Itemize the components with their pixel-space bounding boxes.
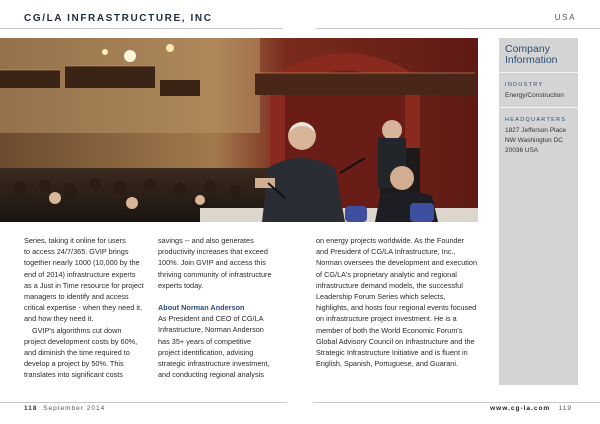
footer-divider-right [313, 402, 600, 403]
headquarters-address [505, 126, 572, 156]
text-line: translates into significant costs [24, 370, 123, 380]
text-line: strategic infrastructure investment, [158, 359, 270, 369]
text-line: productivity increases that exceed [158, 247, 268, 257]
body-column-2 [158, 235, 288, 380]
section-heading: About Norman Anderson [158, 303, 245, 313]
paragraph [158, 235, 288, 291]
address-line: 1827 Jefferson Place [505, 127, 566, 134]
text-line: Norman oversees the development and execution [316, 258, 478, 268]
footer-divider-left [0, 402, 287, 403]
text-line: thriving community of infrastructure [158, 269, 272, 279]
text-line: managers to identify and access [24, 292, 129, 302]
text-line: Infrastructure, Norman Anderson [158, 325, 264, 335]
text-line: Leadership Forum Series which selects, [316, 292, 446, 302]
text-line: has 35+ years of competitive [158, 336, 252, 346]
text-line: as a Just in Time resource for project [24, 280, 144, 290]
text-line: project identification, advising [158, 347, 254, 357]
text-line: 100%. Join GVIP and access this [158, 258, 266, 268]
body-column-3 [316, 235, 492, 369]
panel-divider [499, 72, 578, 73]
industry-value: Energy/Construction [505, 92, 564, 99]
text-line: experts today. [158, 280, 204, 290]
text-line: highlights, and hosts four regional events focused [316, 303, 477, 313]
body-column-1 [24, 235, 148, 381]
text-line: on energy projects worldwide. As the Founder [316, 236, 465, 245]
panel-title-line1: Company [505, 43, 550, 55]
panel-divider [499, 107, 578, 108]
panel-title [505, 44, 572, 66]
text-line: and conducting regional analysis [158, 370, 264, 380]
text-line: project development costs by 60%, [24, 336, 138, 346]
text-line: critical expertise - when they need it, [24, 303, 143, 313]
paragraph [316, 235, 492, 369]
text-line: on infrastructure project investment. He is a [316, 314, 457, 324]
page-number-right: 119 [558, 405, 572, 412]
text-line: develop a project by 50%. This [24, 359, 124, 369]
panel-title-line2: Information [505, 54, 558, 66]
industry-label: INDUSTRY [505, 82, 544, 88]
address-line: NW Washington DC [505, 137, 563, 144]
company-info-panel [499, 38, 578, 385]
text-line: English, Spanish, Portuguese, and Guarani. [316, 359, 458, 369]
text-line: Global Advisory Council on Infrastructure and the [316, 336, 475, 346]
text-line: together nearly 1000 (10,000 by the [24, 258, 140, 268]
header-divider-left [0, 28, 283, 29]
header-divider-right [316, 28, 600, 29]
website-url: www.cg-la.com [490, 405, 551, 412]
paragraph [24, 325, 148, 381]
footer-left [24, 405, 105, 412]
paragraph [24, 235, 148, 325]
text-line: and how they need it. [24, 314, 94, 324]
footer-right [490, 405, 572, 412]
page-number-left: 118 [24, 405, 38, 412]
issue-date: September 2014 [43, 405, 106, 412]
text-line: of CG/LA's proprietary analytic and regional [316, 269, 457, 279]
paragraph [158, 313, 288, 380]
country-label: USA [554, 13, 576, 22]
conference-photo-illustration [0, 38, 478, 222]
text-line: end of 2014) infrastructure experts [24, 269, 136, 279]
text-line: GVIP's algorithms cut down [32, 325, 122, 335]
text-line: and diminish the time required to [24, 348, 130, 358]
text-line: Strategic Infrastructure Initiative and is fluent in [316, 348, 468, 358]
headquarters-label: HEADQUARTERS [505, 117, 567, 123]
text-line: As President and CEO of CG/LA [158, 314, 264, 324]
publication-company-name: CG/LA INFRASTRUCTURE, INC [24, 13, 213, 24]
conference-photo [0, 38, 478, 222]
text-line: savings -- and also generates [158, 236, 254, 245]
text-line: Series, taking it online for users [24, 236, 126, 245]
text-line: member of both the World Economic Forum's [316, 325, 463, 335]
text-line: and President of CG/LA Infrastructure, Inc., [316, 247, 456, 257]
text-line: infrastructure demand models, the successful [316, 280, 463, 290]
text-line: to access 24/7/365. GVIP brings [24, 247, 129, 257]
address-line: 20036 USA [505, 147, 539, 154]
